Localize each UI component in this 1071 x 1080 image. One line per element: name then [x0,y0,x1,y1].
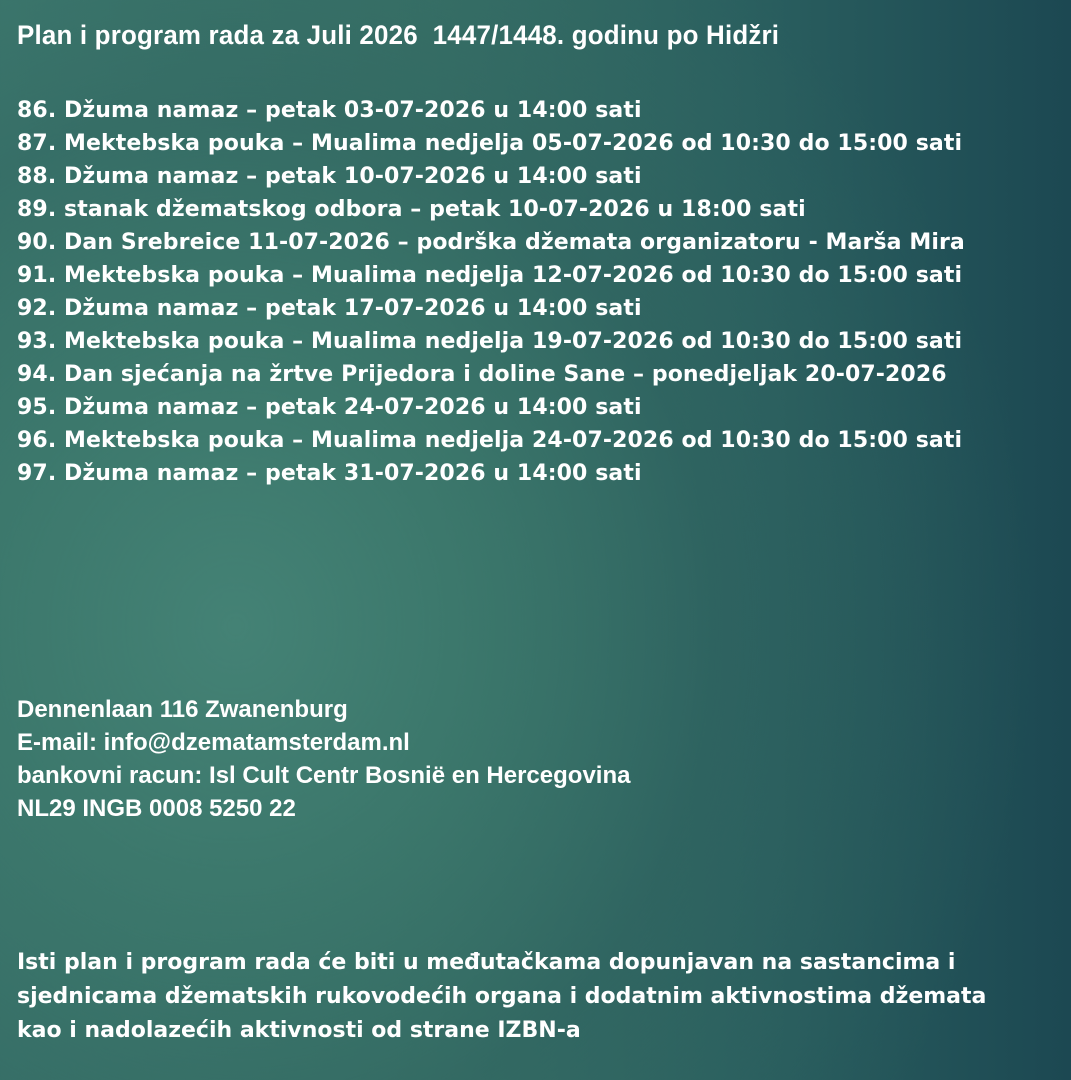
contact-block [17,693,630,825]
email: E-mail: info@dzematamsterdam.nl [17,729,410,756]
note-line: Isti plan i program rada će biti u međutačkama dopunjavan na sastancima i [17,950,956,975]
footer-note [17,946,1071,1048]
list-item: 90. Dan Srebreice 11-07-2026 – podrška džemata organizatoru - Marša Mira [17,230,965,255]
list-item: 94. Dan sjećanja na žrtve Prijedora i doline Sane – ponedjeljak 20-07-2026 [17,362,947,387]
list-item: 89. stanak džematskog odbora – petak 10-07-2026 u 18:00 sati [17,197,806,222]
event-list [17,94,965,490]
list-item: 91. Mektebska pouka – Mualima nedjelja 12-07-2026 od 10:30 do 15:00 sati [17,263,963,288]
list-item: 86. Džuma namaz – petak 03-07-2026 u 14:00 sati [17,98,642,123]
list-item: 92. Džuma namaz – petak 17-07-2026 u 14:00 sati [17,296,642,321]
iban: NL29 INGB 0008 5250 22 [17,795,296,822]
list-item: 87. Mektebska pouka – Mualima nedjelja 05-07-2026 od 10:30 do 15:00 sati [17,131,963,156]
list-item: 96. Mektebska pouka – Mualima nedjelja 24-07-2026 od 10:30 do 15:00 sati [17,428,963,453]
note-line: sjednicama džematskih rukovodećih organa i dodatnim aktivnostima džemata [17,984,987,1009]
address: Dennenlaan 116 Zwanenburg [17,696,348,723]
list-item: 95. Džuma namaz – petak 24-07-2026 u 14:00 sati [17,395,642,420]
list-item: 88. Džuma namaz – petak 10-07-2026 u 14:00 sati [17,164,642,189]
list-item: 93. Mektebska pouka – Mualima nedjelja 19-07-2026 od 10:30 do 15:00 sati [17,329,963,354]
note-line: kao i nadolazećih aktivnosti od strane IZBN-a [17,1018,581,1043]
list-item: 97. Džuma namaz – petak 31-07-2026 u 14:00 sati [17,461,642,486]
bank-account: bankovni racun: Isl Cult Centr Bosnië en Hercegovina [17,762,631,789]
page-title: Plan i program rada za Juli 2026 1447/1448. godinu po Hidžri [17,20,780,50]
